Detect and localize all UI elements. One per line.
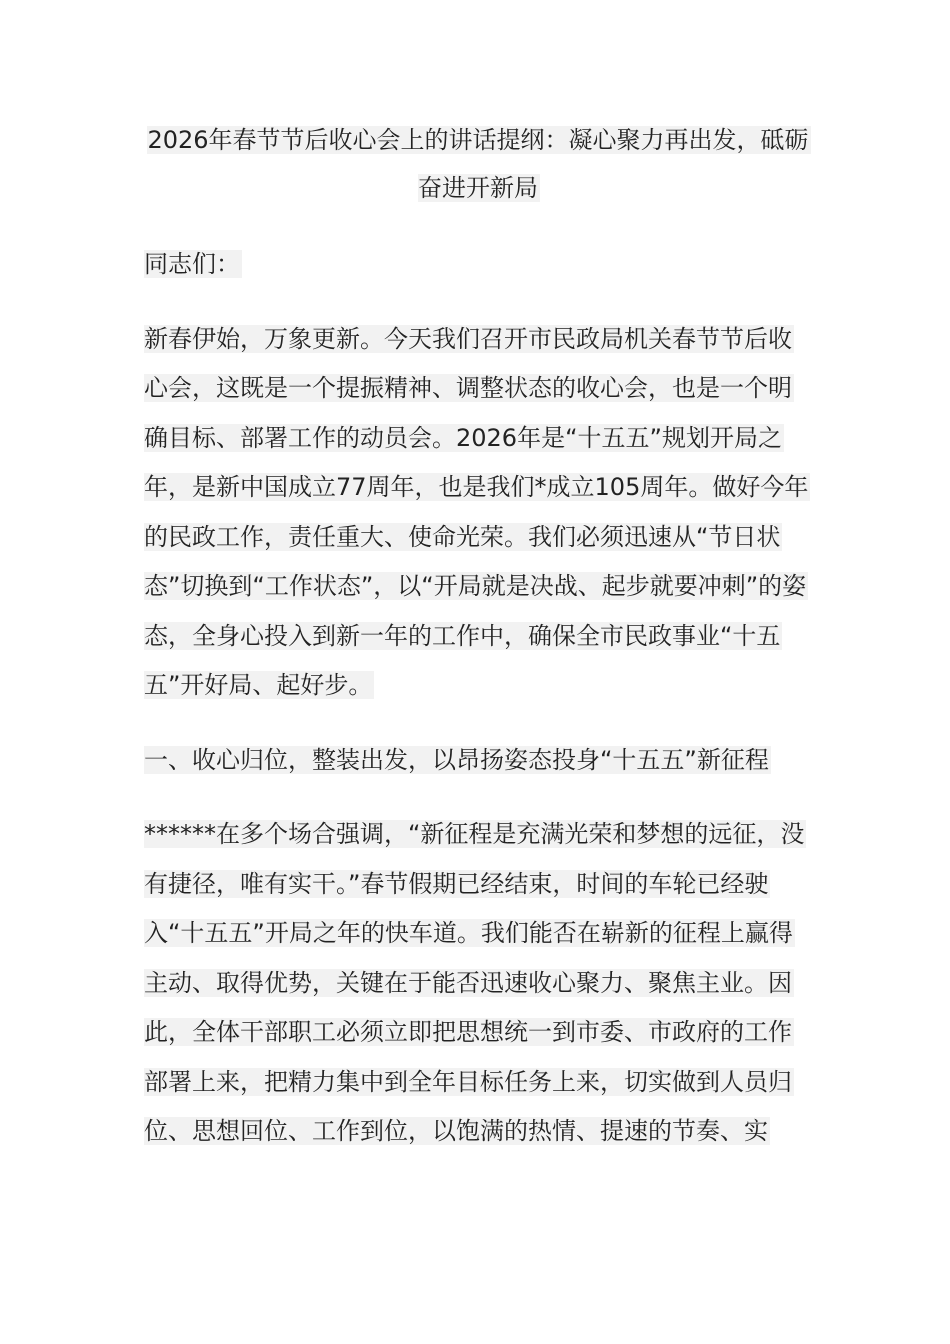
intro-paragraph-text: 新春伊始，万象更新。今天我们召开市民政局机关春节节后收心会，这既是一个提振精神、调整状态的收心会，也是一个明确目标、部署工作的动员会。2026年是“十五五”规划开局之年，是新中国成立77周年，也是我们*成立105周年。做好今年的民政工作，责任重大、使命光荣。我们必须迅速从“节日状态”切换到“工作状态”，以“开局就是决战、起步就要冲刺”的姿态，全身心投入到新一年的工作中，确保全市民政事业“十五五”开好局、起好步。: [144, 324, 809, 699]
section-paragraph: [144, 810, 814, 1157]
salutation: [144, 240, 814, 290]
document-body: [144, 116, 814, 1182]
document-title: [144, 116, 814, 212]
salutation-text: 同志们：: [144, 250, 240, 278]
section-paragraph-text: ******在多个场合强调，“新征程是充满光荣和梦想的远征，没有捷径，唯有实干。”春节假期已经结束，时间的车轮已经驶入“十五五”开局之年的快车道。我们能否在崭新的征程上赢得主动、取得优势，关键在于能否迅速收心聚力、聚焦主业。因此，全体干部职工必须立即把思想统一到市委、市政府的工作部署上来，把精力集中到全年目标任务上来，切实做到人员归位、思想回位、工作到位，以饱满的热情、提速的节奏、实: [144, 820, 805, 1145]
section-heading-text: 一、收心归位，整装出发，以昂扬姿态投身“十五五”新征程: [144, 745, 769, 774]
document-title-text: 2026年春节节后收心会上的讲话提纲：凝心聚力再出发，砥砺奋进开新局: [147, 126, 809, 202]
section-heading: [144, 736, 814, 786]
intro-paragraph: [144, 315, 814, 711]
